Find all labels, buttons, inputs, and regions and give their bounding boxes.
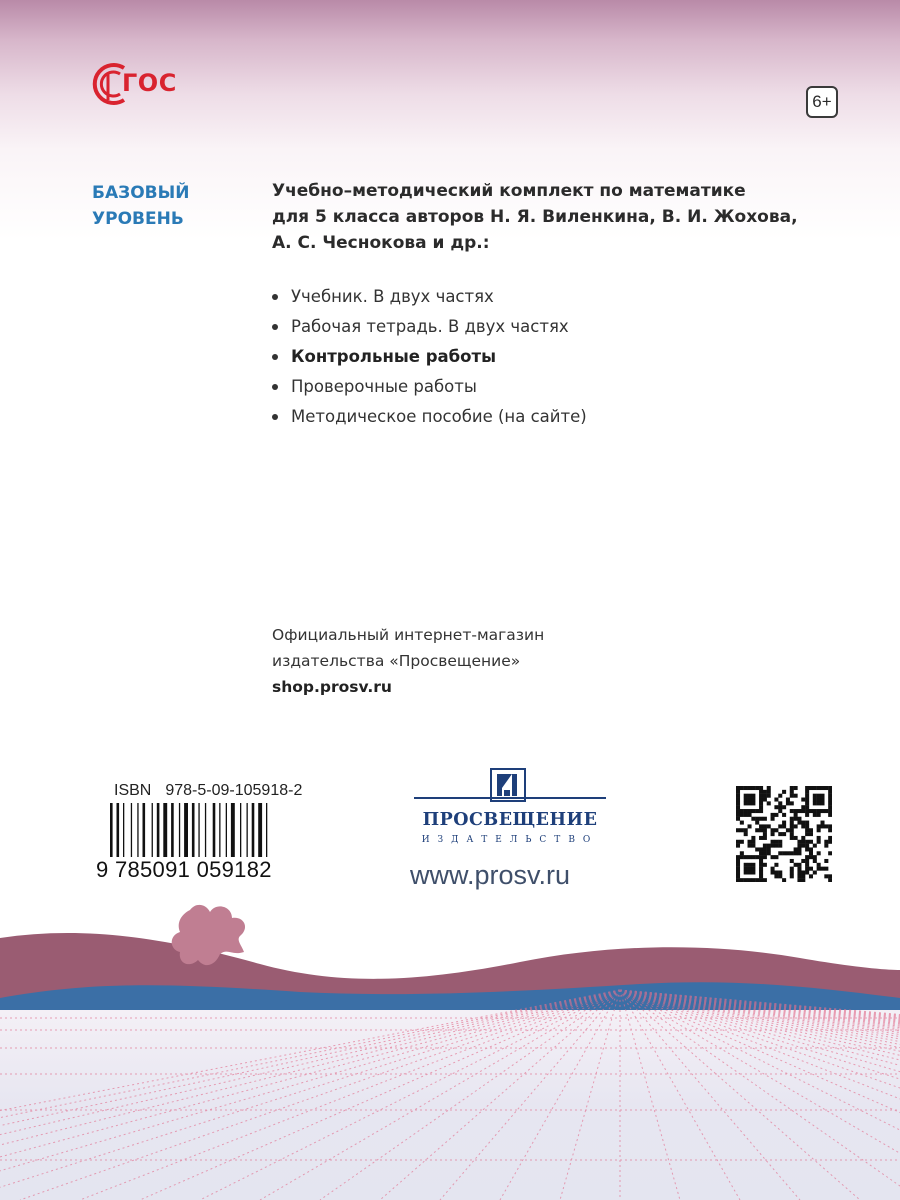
kit-title-line: для 5 класса авторов Н. Я. Виленкина, В. И. Жохова, <box>272 207 798 227</box>
kit-item-label: Учебник. В двух частях <box>291 287 494 306</box>
kit-item <box>272 402 587 432</box>
kit-item-label: Проверочные работы <box>291 377 477 396</box>
kit-item <box>272 312 587 342</box>
bullet-icon <box>272 414 278 420</box>
fgos-logo <box>90 60 190 110</box>
kit-item <box>272 372 587 402</box>
kit-item-label: Рабочая тетрадь. В двух частях <box>291 317 569 336</box>
bullet-icon <box>272 354 278 360</box>
age-rating-badge: 6+ <box>806 86 838 118</box>
kit-item <box>272 282 587 312</box>
online-shop-info <box>272 622 544 700</box>
bullet-icon <box>272 294 278 300</box>
kit-title <box>272 178 852 256</box>
kit-items-list <box>272 282 587 432</box>
kit-item-current <box>272 342 587 372</box>
publisher-website-link[interactable]: www.prosv.ru <box>410 860 571 890</box>
qr-code[interactable] <box>736 786 832 882</box>
level-line-1: БАЗОВЫЙ <box>92 183 190 203</box>
barcode-digits: 9 785091 059182 <box>96 857 272 882</box>
isbn-line <box>114 782 316 800</box>
decorative-landscape <box>0 880 900 1200</box>
level-line-2: УРОВЕНЬ <box>92 209 184 229</box>
isbn-label: ISBN <box>114 782 152 799</box>
shop-url-link[interactable]: shop.prosv.ru <box>272 678 392 696</box>
puzzle-piece-icon <box>172 905 245 965</box>
bullet-icon <box>272 324 278 330</box>
publisher-rule <box>414 797 606 799</box>
shop-line-1: Официальный интернет-магазин <box>272 626 545 644</box>
kit-title-line: А. С. Чеснокова и др.: <box>272 233 490 253</box>
kit-item-label: Контрольные работы <box>291 347 496 366</box>
publisher-subtitle: ИЗДАТЕЛЬСТВО <box>421 835 599 845</box>
barcode <box>110 803 300 863</box>
kit-item-label: Методическое пособие (на сайте) <box>291 407 587 426</box>
fgos-logo-text: ГОС <box>122 69 177 97</box>
isbn-number: 978-5-09-105918-2 <box>165 782 303 799</box>
difficulty-level <box>92 180 189 232</box>
kit-title-line: Учебно–методический комплект по математике <box>272 181 746 201</box>
bullet-icon <box>272 384 278 390</box>
shop-line-2: издательства «Просвещение» <box>272 652 521 670</box>
publisher-name: ПРОСВЕЩЕНИЕ <box>422 810 598 830</box>
